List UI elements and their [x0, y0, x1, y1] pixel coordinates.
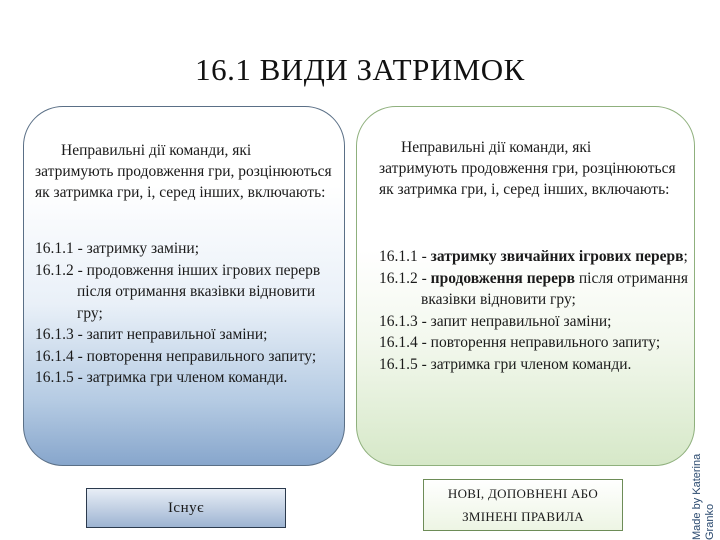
author-credit [691, 390, 717, 540]
new-rules-list [379, 246, 689, 375]
item-text: затримка гри членом команди. [430, 355, 632, 373]
item-number: 16.1.2 - [379, 269, 431, 287]
intro-first-line: Неправильні дії команди, які [61, 142, 252, 159]
list-item: 16.1.4 - повторення неправильного запиту; [35, 347, 317, 365]
list-item: 16.1.5 - затримка гри членом команди. [35, 369, 288, 386]
label-line-1: НОВІ, ДОПОВНЕНІ АБО [447, 486, 599, 501]
item-text: ; [683, 248, 688, 265]
item-number: 16.1.4 - [379, 334, 431, 351]
list-item [379, 246, 689, 268]
slide-title: 16.1 ВИДИ ЗАТРИМОК [195, 52, 525, 87]
intro-rest: затримують продовження гри, розцінюються як затримка гри, і, серед інших, включають: [379, 160, 676, 198]
label-line-2: ЗМІНЕНІ ПРАВИЛА [462, 509, 584, 524]
existing-rules-intro [35, 140, 335, 203]
item-emphasis: продовження перерв [430, 269, 575, 287]
existing-rules-panel [23, 106, 345, 466]
item-text: повторення неправильного запиту; [430, 334, 661, 351]
new-rules-panel [356, 106, 695, 466]
item-text: запит неправильної заміни; [430, 312, 612, 330]
existing-rules-label: Існує [86, 488, 286, 528]
list-item [379, 332, 689, 354]
intro-first-line: Неправильні дії команди, які [401, 139, 592, 156]
new-rules-label [423, 479, 623, 531]
item-text: після отримання вказівки відновити гру; [421, 269, 688, 308]
item-number: 16.1.3 - [379, 312, 431, 330]
list-item [379, 268, 689, 311]
list-item [379, 311, 689, 333]
item-number: 16.1.1 - [379, 248, 431, 265]
credit-line-2: Granko [704, 503, 716, 540]
item-emphasis: затримку звичайних ігрових перерв [430, 248, 684, 265]
list-item: 16.1.1 - затримку заміни; [35, 240, 200, 257]
new-rules-intro [379, 137, 687, 200]
credit-line-1: Made by Katerina [691, 453, 703, 540]
list-item [379, 354, 689, 376]
list-item: 16.1.3 - запит неправильної заміни; [35, 326, 268, 343]
item-number: 16.1.5 - [379, 355, 431, 373]
existing-rules-list [35, 238, 340, 389]
list-item: 16.1.2 - продовження інших ігрових перерв після отримання вказівки відновити гру; [35, 261, 321, 322]
intro-rest: затримують продовження гри, розцінюються як затримка гри, і, серед інших, включають: [35, 163, 332, 201]
